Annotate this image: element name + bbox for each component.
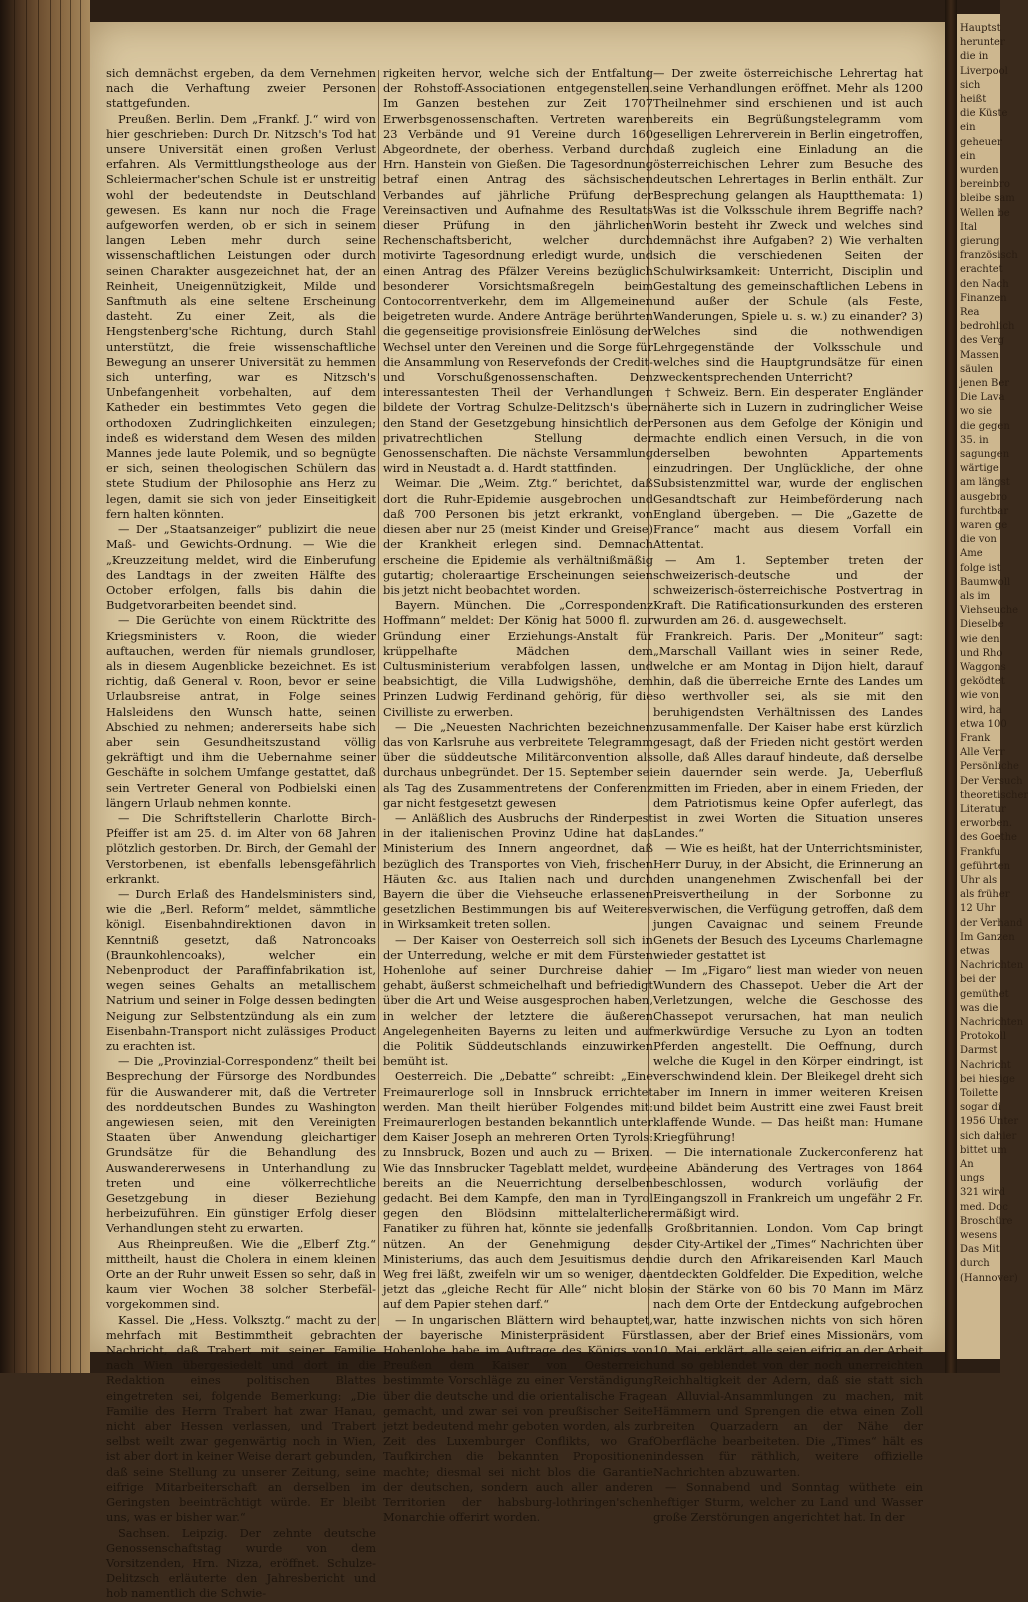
right-page-text: etwa 100 bbox=[960, 718, 1007, 730]
right-page-text: furchtbar bbox=[960, 505, 1009, 517]
right-page-text: wie von bbox=[960, 690, 999, 702]
right-page-text: durch bbox=[960, 1258, 990, 1270]
right-page-text: med. Doc bbox=[960, 1201, 1008, 1213]
right-page-text: was die bbox=[960, 1002, 999, 1014]
right-page-text: als im bbox=[960, 591, 991, 602]
right-page-text: sagungen bbox=[960, 449, 1010, 460]
article-paragraph: Sachsen. Leipzig. Der zehnte deutsche Genossenschaftstag wurde von dem Vorsitzenden, Hrn. Nizza, eröffnet. Schulze-Delitzsch erläuterte den Jahresbericht und hob namentlich die Schwie- bbox=[106, 1525, 376, 1601]
right-page-text: die von bbox=[960, 534, 997, 546]
right-page-text: Literatur bbox=[960, 804, 1006, 815]
right-page-text: Ital bbox=[960, 221, 978, 233]
right-page-text: 35. in bbox=[960, 434, 989, 446]
right-page-text: Nachricht bbox=[960, 1059, 1011, 1071]
right-page-text: Nachrichten bbox=[960, 1017, 1024, 1028]
article-paragraph: Bayern. München. Die „Correspondenz Hoffmann“ meldet: Der König hat 5000 fl. zur Gründung einer Erziehungs-Anstalt für krüppelhafte Mädchen dem Cultusministerium verabfolgen lassen, und beabsichtigt, die Villa Ludwigshöhe, dem Prinzen Ludwig Ferdinand gehörig, für die Civilliste zu erwerben. bbox=[383, 598, 653, 719]
right-page-text: Der Versuch bbox=[960, 775, 1023, 787]
right-page-text: Liverpool bbox=[960, 65, 1008, 77]
article-paragraph: — Die „Provinzial-Correspondenz“ theilt bei Besprechung der Fürsorge des Nordbundes für die Auswanderer mit, daß die Vertreter des norddeutschen Bundes zu Washington angewiesen seien, mit den Vereinigten Staaten über Anwendung gleichartiger Grundsätze für die Behandlung des Auswandererwesens in Unterhandlung zu treten und eine völkerrechtliche Gesetzgebung in dieser Beziehung herbeizuführen. Ein günstiger Erfolg dieser Verhandlungen steht zu erwarten. bbox=[106, 1054, 376, 1236]
article-paragraph: Preußen. Berlin. Dem „Frankf. J.“ wird von hier geschrieben: Durch Dr. Nitzsch's Tod hat unsere Universität einen großen Verlust erfahren. Als Vermittlungstheologe aus der Schleiermacher'schen Schule ist er unstreitig wohl der bedeutendste in Deutschland gewesen. Es kann nur noch die Frage aufgeworfen werden, ob er sich in seinem langen Leben mehr durch seine wissenschaftlichen Leistungen oder durch seinen Charakter ausgezeichnet hat, der an Reinheit, Uneigennützigkeit, Milde und Sanftmuth als eine seltene Erscheinung dasteht. Zu einer Zeit, als die Hengstenberg'sche Richtung, durch Stahl unterstützt, die freie wissenschaftliche Bewegung an unserer Universität zu hemmen sich unterfing, war es Nitzsch's Unbefangenheit vorbehalten, auf dem Katheder ein bestimmtes Veto gegen die orthodoxen Zudringlichkeiten einzulegen; indeß es widerstand dem Wesen des milden Mannes jede laute Polemik, und so begnügte er sich, seinen theologischen Schülern das stete Studium der Philosophie ans Herz zu legen, damit sie sich von jeder Einseitigkeit fern halten könnten. bbox=[106, 111, 376, 521]
right-page-text: 1956 Unter bbox=[960, 1116, 1019, 1128]
right-page-text: und Rho bbox=[960, 647, 1003, 659]
right-page-text: wird, ha bbox=[960, 704, 1002, 716]
article-paragraph: Frankreich. Paris. Der „Moniteur“ sagt: „Marschall Vaillant wies in seiner Rede, welche er am Montag in Dijon hielt, darauf hin, daß die überreiche Ernte des Landes um so werthvoller sei, als sie mit den beruhigendsten Verhältnissen des Landes zusammenfalle. Der Kaiser habe erst kürzlich gesagt, daß der Frieden nicht gestört werden solle, daß Alles darauf hindeute, daß derselbe ein dauernder sein werde. Ja, Ueberfluß mitten im Frieden, aber in einem Frieden, der dem Patriotismus keine Opfer auferlegt, das ist in zwei Worten die Situation unseres Landes.“ bbox=[653, 628, 923, 841]
right-page-text: Baumwoll bbox=[960, 576, 1011, 588]
right-page-text: Broschüre bbox=[960, 1215, 1013, 1227]
right-page-text: bleibe sam bbox=[960, 193, 1015, 205]
right-page-text: wurden bbox=[960, 165, 999, 176]
right-page-text: französisch bbox=[960, 250, 1018, 262]
right-page-text: 12 Uhr bbox=[960, 903, 996, 915]
article-paragraph: — Die „Neuesten Nachrichten bezeichnen das von Karlsruhe aus verbreitete Telegramm über die süddeutsche Militärconvention als durchaus unbegründet. Der 15. September sei als Tag des Zusammentretens der Conferenz gar nicht festgesetzt gewesen bbox=[383, 719, 653, 810]
right-page-text: waren ge bbox=[960, 520, 1008, 531]
right-page-text: sogar di bbox=[960, 1102, 1002, 1114]
right-page-text: am längst bbox=[960, 477, 1010, 489]
article-paragraph: Aus Rheinpreußen. Wie die „Elberf Ztg.“ mittheilt, haust die Cholera in einem kleinen Orte an der Ruhr unweit Essen so sehr, daß in kaum vier Wochen 38 solcher Sterbefäl- vorgekommen sind. bbox=[106, 1236, 376, 1312]
right-page-text: des Verg bbox=[960, 335, 1005, 347]
column-rule bbox=[378, 70, 379, 1326]
article-paragraph: — Die Schriftstellerin Charlotte Birch-Pfeiffer ist am 25. d. im Alter von 68 Jahren plötzlich gestorben. Dr. Birch, der Gemahl der Verstorbenen, ist ebenfalls lebensgefährlich erkrankt. bbox=[106, 810, 376, 886]
right-page-text: ein bbox=[960, 122, 976, 134]
right-page-text: wie den bbox=[960, 633, 1000, 645]
right-page-text: des Goethe bbox=[960, 832, 1017, 844]
article-paragraph: — Anläßlich des Ausbruchs der Rinderpest in der italienischen Provinz Udine hat das Ministerium des Innern angeordnet, daß bezüglich des Transportes von Vieh, frischen Häuten &c. aus Italien nach und durch Bayern die über die Viehseuche erlassenen gesetzlichen Bestimmungen bis auf Weiteres in Wirksamkeit treten sollen. bbox=[383, 810, 653, 932]
right-page-text: heißt bbox=[960, 94, 987, 105]
right-page-text: folge ist bbox=[960, 562, 1001, 574]
right-page-text: herunter bbox=[960, 37, 1005, 49]
right-page-text: Darmst bbox=[960, 1045, 998, 1057]
article-paragraph: Oesterreich. Die „Debatte“ schreibt: „Eine Freimaurerloge soll in Innsbruck errichtet werden. Man theilt hierüber Folgendes mit: Freimaurerlogen bestanden bekanntlich unter dem Kaiser Joseph an mehreren Orten Tyrols: zu Innsbruck, Bozen und auch zu — Brixen. Wie das Innsbrucker Tageblatt meldet, wurde bereits an die Neuerrichtung derselben gedacht. Bei dem Kampfe, den man in Tyrol gegen den Blödsinn mittelalterlicher Fanatiker zu führen hat, könnte sie jedenfalls nützen. An der Genehmigung des Ministeriums, das auch dem Jesuitismus den Weg frei läßt, zweifeln wir um so weniger, da jetzt das „gleiche Recht für Alle“ nicht blos auf dem Papier stehen darf.“ bbox=[383, 1069, 653, 1312]
article-paragraph: — Durch Erlaß des Handelsministers sind, wie die „Berl. Reform“ meldet, sämmtliche königl. Eisenbahndirektionen davon in Kenntniß gesetzt, daß Natroncoaks (Braunkohlencoaks), welcher ein Nebenproduct der Paraffinfabrikation ist, wegen seines Gehalts an metallischem Natrium und seiner in Folge dessen bedingten Neigung zur Selbstentzündung als ein zum Eisenbahn-Transport nicht zulässiges Product zu erachten ist. bbox=[106, 886, 376, 1053]
article-paragraph: — In ungarischen Blättern wird behauptet, der bayerische Ministerpräsident Fürst Hohenlohe habe im Auftrage des Königs von Preußen dem Kaiser von Oesterreich bestimmte Vorschläge zu einer Verständigung über die deutsche und die orientalische Frage gemacht, und zwar sei von preußischer Seite jetzt bedeutend mehr geboten worden, als zur Zeit des Luxemburger Conflikts, wo Graf Taufkirchen die bekannten Propositionen machte; diesmal sei nicht blos die Garantie der deutschen, sondern auch aller anderen Territorien der habsburg-lothringen'schen Monarchie offerirt worden. bbox=[383, 1312, 653, 1525]
right-page-text: gierung bbox=[960, 236, 1000, 247]
right-page-text: Nachrichten bbox=[960, 960, 1024, 972]
right-page-text: wo sie bbox=[960, 406, 993, 418]
right-page-text: An bbox=[960, 1159, 974, 1170]
column-1 bbox=[106, 66, 376, 1602]
book-gutter bbox=[945, 0, 957, 1373]
right-page-text: Frank bbox=[960, 733, 991, 744]
article-paragraph: sich demnächst ergeben, da dem Vernehmen nach die Verhaftung zweier Personen stattgefunden. bbox=[106, 66, 376, 111]
right-page-text: Das Mit bbox=[960, 1244, 1000, 1256]
right-page-text: sich bbox=[960, 79, 981, 91]
column-2 bbox=[383, 66, 653, 1526]
right-page-text: geködtet bbox=[960, 676, 1005, 688]
right-page-text: etwas bbox=[960, 946, 990, 957]
right-page-text: (Hannover) bbox=[960, 1272, 1018, 1284]
article-paragraph: — Die Gerüchte von einem Rücktritte des Kriegsministers v. Roon, die wieder auftauchen, werden für niemals grundloser, als in diesem Augenblicke bezeichnet. Es ist richtig, daß General v. Roon, bevor er seine Urlaubsreise antrat, in Folge seines Halsleidens den Wunsch hatte, seinen Abschied zu nehmen; andererseits habe sich aber sein Gesundheitszustand völlig gekräftigt und ihm die Uebernahme seiner Geschäfte in solchem Umfange gestattet, daß sein Vertreter General von Podbielski einen längern Urlaub nehmen konnte. bbox=[106, 613, 376, 810]
right-page-text: Ame bbox=[960, 548, 983, 560]
article-paragraph: — Der Kaiser von Oesterreich soll sich in der Unterredung, welche er mit dem Fürsten Hohenlohe auf seiner Durchreise dahier gehabt, äußerst schmeichelhaft und befriedigt über die Art und Weise ausgesprochen haben, in welcher der letztere die äußeren Angelegenheiten Bayerns zu leiten und auf die Politik Süddeutschlands einzuwirken bemüht ist. bbox=[383, 932, 653, 1069]
right-page-text: säulen bbox=[960, 363, 994, 375]
adjacent-page-fragment bbox=[957, 14, 1028, 1359]
right-page-text: Dieselbe bbox=[960, 619, 1004, 631]
article-paragraph: Weimar. Die „Weim. Ztg.“ berichtet, daß dort die Ruhr-Epidemie ausgebrochen und daß 700 Personen bis jetzt erkrankt, von diesen aber nur 25 (meist Kinder und Greise) der Krankheit erlegen sind. Demnach erscheine die Epidemie als verhältnißmäßig gutartig; choleraartige Erscheinungen seien bis jetzt nicht beobachtet worden. bbox=[383, 476, 653, 597]
right-page-text: geführten bbox=[960, 860, 1011, 872]
right-page-text: Waggons bbox=[960, 662, 1006, 673]
right-page-text: die Küste bbox=[960, 108, 1008, 120]
article-paragraph: — Im „Figaro“ liest man wieder von neuen Wundern des Chassepot. Ueber die Art der Verletzungen, welche die Geschosse des Chassepot verursachen, hat man neulich merkwürdige Versuche zu Lyon an todten Pferden angestellt. Die Oeffnung, durch welche die Kugel in den Körper eindringt, ist verschwindend klein. Der Bleikegel dreht sich aber im Innern in immer weiteren Kreisen und bildet beim Austritt eine zwei Faust breit klaffende Wunde. — Das heißt man: Humane Kriegführung! bbox=[653, 962, 923, 1145]
right-page-text: Die Lava bbox=[960, 392, 1005, 404]
article-paragraph: rigkeiten hervor, welche sich der Entfaltung der Rohstoff-Associationen entgegenstellen. Im Ganzen bestehen zur Zeit 1707 Erwerbsgenossenschaften. Vertreten waren 23 Verbände und 91 Vereine durch 160 Abgeordnete, der oberhess. Verband durch Hrn. Hanstein von Gießen. Die Tagesordnung betraf einen Antrag des sächsischen Verbandes auf jährliche Prüfung der Vereinsactiven und Aufnahme des Resultats dieser Prüfung in den jährlichen Rechenschaftsbericht, welcher durch motivirte Tagesordnung erledigt wurde, und einen Antrag des Pfälzer Vereins bezüglich besonderer Vorsichtsmaßregeln beim Contocorrentverkehr, dem im Allgemeinen beigetreten wurde. Andere Anträge berührten die gegenseitige provisionsfreie Einlösung der Wechsel unter den Vereinen und die Sorge für die Ansammlung von Reservefonds der Credit- und Vorschußgenossenschaften. Den interessantesten Theil der Verhandlungen bildete der Vortrag Schulze-Delitzsch's über den Stand der Gesetzgebung hinsichtlich der privatrechtlichen Stellung der Genossenschaften. Die nächste Versammlung wird in Neustadt a. d. Hardt stattfinden. bbox=[383, 66, 653, 476]
right-page-text: Viehseuche bbox=[960, 605, 1019, 617]
right-page-text: wesens bbox=[960, 1230, 998, 1241]
right-page-text: Toilette bbox=[960, 1088, 999, 1099]
article-paragraph: Kassel. Die „Hess. Volksztg.“ macht zu der mehrfach mit Bestimmtheit gebrachten Nachricht, daß Trabert mit seiner Familie nach Wien übergesiedelt und dort in die Redaktion eines politischen Blattes eingetreten sei, folgende Bemerkung: „Die Familie des Herrn Trabert hat zwar Hanau, nicht aber Hessen verlassen, und Trabert selbst weilt zwar gegenwärtig noch in Wien, ist aber dort in keiner Weise derart gebunden, daß seine Stellung zu unserer Zeitung, seine eifrige Mitarbeiterschaft an derselben im Geringsten beeinträchtigt würde. Er bleibt uns, was er bisher war.“ bbox=[106, 1312, 376, 1525]
article-paragraph: — Am 1. September treten der schweizerisch-deutsche und der schweizerisch-österreichische Postvertrag in Kraft. Die Ratificationsurkunden des ersteren wurden am 26. d. ausgewechselt. bbox=[653, 552, 923, 628]
right-page-text: als früher bbox=[960, 889, 1010, 901]
right-page-text: erachtet bbox=[960, 264, 1003, 276]
right-page-text: Persönliche bbox=[960, 761, 1019, 773]
article-paragraph: Großbritannien. London. Vom Cap bringt der City-Artikel der „Times“ Nachrichten über die durch den Afrikareisenden Karl Mauch entdeckten Goldfelder. Die Expedition, welche in der Stärke von 60 bis 70 Mann im März nach dem Orte der Entdeckung aufgebrochen war, hatte inzwischen nichts von sich hören lassen, aber der Brief eines Missionärs, vom 10. Mai, erklärt, alle seien eifrig an der Arbeit und so geblendet von der noch unerreichten Reichhaltigkeit der Adern, daß sie statt sich an Alluvial-Ansammlungen zu machen, mit Hämmern und Sprengen die etwa einen Zoll breiten Quarzadern an der Nähe der Oberfläche bearbeiteten. Die „Times“ hält es indessen für räthlich, weitere offizielle Nachrichten abzuwarten. bbox=[653, 1221, 923, 1479]
right-page-text: Rea bbox=[960, 307, 980, 318]
column-3 bbox=[653, 66, 923, 1526]
right-page-text: bedrohlich bbox=[960, 321, 1015, 333]
article-paragraph: — Der zweite österreichische Lehrertag hat seine Verhandlungen eröffnet. Mehr als 1200 Theilnehmer sind erschienen und ist auch bereits ein Begrüßungstelegramm vom geselligen Lehrerverein in Berlin eingetroffen, daß zugleich eine Einladung an die österreichischen Lehrer zum Besuche des deutschen Lehrertages in Berlin enthält. Zur Besprechung gelangen als Hauptthemata: 1) Was ist die Volksschule ihrem Begriffe nach? Worin besteht ihr Zweck und welches sind demnächst ihre Aufgaben? 2) Wie verhalten sich die verschiedenen Seiten der Schulwirksamkeit: Unterricht, Disciplin und Gestaltung des gemeinschaftlichen Lebens in und außer der Schule (als Feste, Wanderungen, Spiele u. s. w.) zu einander? 3) Welches sind die nothwendigen Lehrgegenstände der Volksschule und welches sind die Hauptgrundsätze für einen zweckentsprechenden Unterricht? bbox=[653, 66, 923, 385]
right-page-text: theoretischer bbox=[960, 789, 1028, 801]
right-page-text: gemüthet bbox=[960, 988, 1009, 1000]
right-page-text: Finanzen bbox=[960, 292, 1007, 304]
right-page-text: ein bbox=[960, 150, 976, 162]
article-paragraph: — Sonnabend und Sonntag wüthete ein heftiger Sturm, welcher zu Land und Wasser große Zerstörungen angerichtet hat. In der bbox=[653, 1479, 923, 1525]
right-page-text: bei hiesige bbox=[960, 1073, 1015, 1085]
right-page-text: ausgebro bbox=[960, 491, 1008, 503]
right-page-text: Massen bbox=[960, 349, 999, 361]
right-page-text: Uhr als bbox=[960, 875, 998, 886]
article-paragraph: — Der „Staatsanzeiger“ publizirt die neue Maß- und Gewichts-Ordnung. — Wie die „Kreuzzeitung meldet, wird die Einberufung des Landtags in der zweiten Hälfte des October erfolgen, falls bis dahin die Budgetvorarbeiten beendet sind. bbox=[106, 522, 376, 613]
right-page-text: wärtige bbox=[960, 463, 999, 475]
right-page-text: den Nach bbox=[960, 278, 1009, 290]
right-page-text: geheuer bbox=[960, 136, 1002, 148]
right-page-text: bittet um bbox=[960, 1144, 1007, 1156]
right-page-text: Hauptst bbox=[960, 23, 1001, 34]
right-page-text: Alle Verr bbox=[960, 747, 1005, 759]
right-page-text: Im Ganzen bbox=[960, 931, 1015, 943]
right-page-text: Wellen be bbox=[960, 207, 1010, 219]
right-page-text: bereinbro bbox=[960, 179, 1010, 191]
right-page-text: der Verhand bbox=[960, 917, 1023, 929]
right-page-text: 321 wird bbox=[960, 1187, 1006, 1199]
right-page-text: jenen Ber bbox=[960, 378, 1010, 389]
right-page-text: Protokoll bbox=[960, 1031, 1007, 1043]
stacked-page-edges bbox=[0, 0, 90, 1373]
right-page-text: bei der bbox=[960, 974, 996, 986]
right-page-text: ungs bbox=[960, 1173, 985, 1185]
article-paragraph: — Die internationale Zuckerconferenz hat eine Abänderung des Vertrages von 1864 beschlossen, wodurch vorläufig der Eingangszoll in Frankreich um ungefähr 2 Fr. ermäßigt wird. bbox=[653, 1145, 923, 1221]
right-page-text: die in bbox=[960, 51, 989, 63]
right-page-text: erworben. bbox=[960, 818, 1012, 830]
right-page-text: sich dahier bbox=[960, 1130, 1017, 1142]
right-page-text: Frankfu bbox=[960, 846, 1001, 858]
article-paragraph: † Schweiz. Bern. Ein desperater Engländer näherte sich in Luzern in zudringlicher Weise Personen aus dem Gefolge der Königin und machte endlich einen Versuch, in die von derselben bewohnten Appartements einzudringen. Der Unglückliche, der ohne Subsistenzmittel war, wurde der englischen Gesandtschaft zur Heimbeförderung nach England übergeben. — Die „Gazette de France“ macht aus diesem Vorfall ein Attentat. bbox=[653, 385, 923, 552]
right-page-text: die gegen bbox=[960, 420, 1010, 432]
article-paragraph: — Wie es heißt, hat der Unterrichtsminister, Herr Duruy, in der Absicht, die Erinnerung an den unangenehmen Zwischenfall bei der Preisvertheilung in der Sorbonne zu verwischen, die Verfügung getroffen, daß dem jungen Cavaignac und seinem Freunde Genets der Besuch des Lyceums Charlemagne wieder gestattet ist bbox=[653, 841, 923, 962]
